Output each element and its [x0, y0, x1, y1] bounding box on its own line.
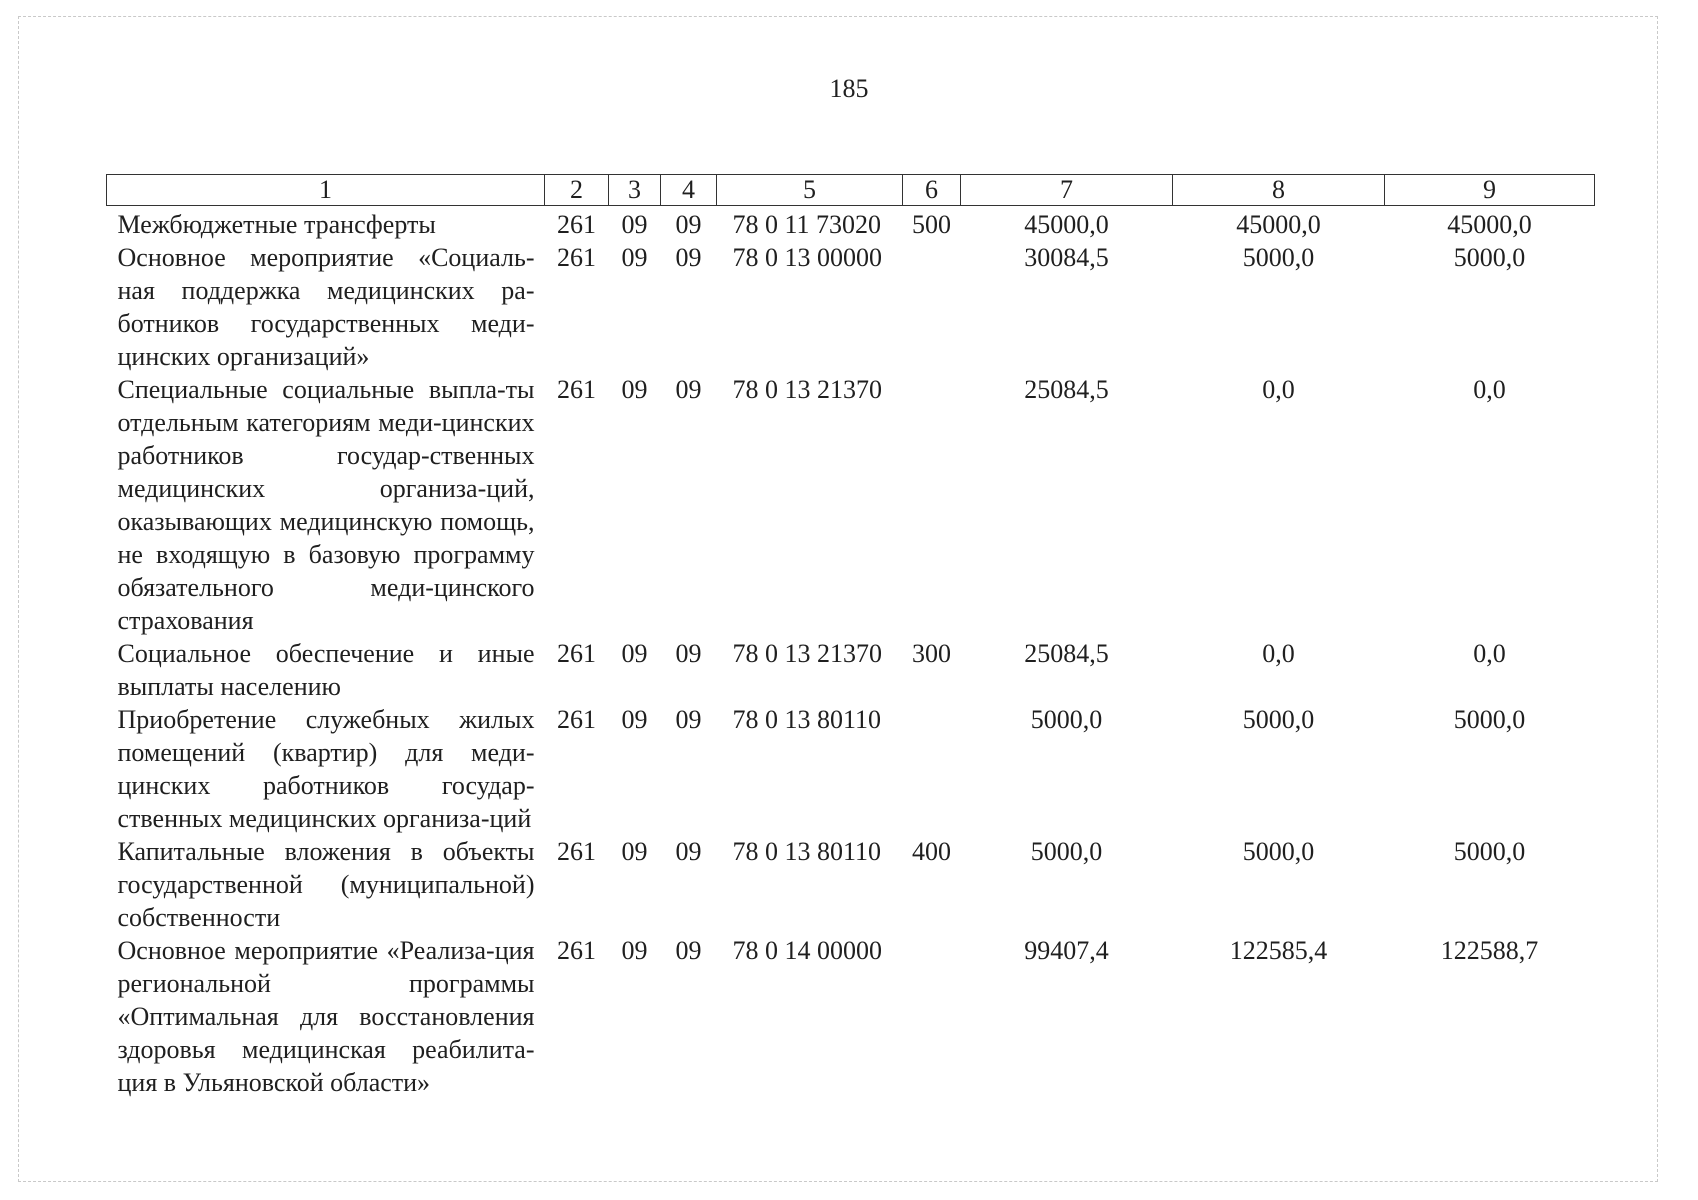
cell-c2: 261	[557, 639, 596, 668]
cell-c6	[903, 934, 961, 1099]
cell-c8: 5000,0	[1242, 243, 1315, 272]
column-header: 3	[609, 175, 661, 206]
cell-c9: 0,0	[1473, 639, 1506, 668]
column-header: 5	[717, 175, 903, 206]
cell-c2: 261	[557, 375, 596, 404]
cell-c5: 78 0 13 00000	[732, 243, 882, 272]
cell-c3: 09	[621, 210, 648, 239]
budget-table	[106, 174, 1595, 1099]
page-number: 185	[829, 74, 869, 103]
cell-c6: 400	[912, 837, 951, 866]
row-name: Социальное обеспечение и иные выплаты населению	[117, 639, 535, 701]
column-header: 6	[903, 175, 961, 206]
cell-c3: 09	[621, 705, 648, 734]
column-header: 9	[1385, 175, 1595, 206]
cell-c2: 261	[557, 705, 596, 734]
cell-c9: 0,0	[1473, 375, 1506, 404]
cell-c8: 45000,0	[1236, 210, 1321, 239]
row-name: Основное мероприятие «Социаль-ная поддержка медицинских ра-ботников государственных меди-цинских организаций»	[117, 243, 535, 371]
cell-c8: 0,0	[1262, 375, 1295, 404]
cell-c3: 09	[621, 837, 648, 866]
cell-c5: 78 0 13 80110	[732, 837, 882, 866]
cell-c7: 25084,5	[1024, 375, 1109, 404]
table-row	[107, 206, 1595, 242]
cell-c7: 5000,0	[1030, 705, 1103, 734]
cell-c5: 78 0 11 73020	[732, 210, 882, 239]
cell-c4: 09	[675, 705, 702, 734]
cell-c5: 78 0 13 80110	[732, 705, 882, 734]
row-name: Капитальные вложения в объекты государственной (муниципальной) собственности	[117, 837, 535, 932]
cell-c8: 5000,0	[1242, 837, 1315, 866]
cell-c4: 09	[675, 243, 702, 272]
table-row	[107, 835, 1595, 934]
cell-c8: 5000,0	[1242, 705, 1315, 734]
cell-c6	[903, 241, 961, 373]
cell-c3: 09	[621, 243, 648, 272]
table-row	[107, 703, 1595, 835]
cell-c6: 500	[912, 210, 951, 239]
column-header: 7	[961, 175, 1173, 206]
column-header: 1	[107, 175, 545, 206]
cell-c5: 78 0 14 00000	[732, 936, 882, 965]
cell-c7: 5000,0	[1030, 837, 1103, 866]
table-row	[107, 637, 1595, 703]
cell-c6	[903, 373, 961, 637]
cell-c4: 09	[675, 210, 702, 239]
cell-c8: 122585,4	[1229, 936, 1328, 965]
cell-c8: 0,0	[1262, 639, 1295, 668]
cell-c2: 261	[557, 837, 596, 866]
table-row	[107, 373, 1595, 637]
cell-c7: 30084,5	[1024, 243, 1109, 272]
row-name: Основное мероприятие «Реализа-ция региональной программы «Оптимальная для восстановления здоровья медицинская реабилита-ция в Ульяновской области»	[117, 936, 535, 1097]
cell-c2: 261	[557, 936, 596, 965]
cell-c5: 78 0 13 21370	[732, 375, 882, 404]
column-header: 8	[1173, 175, 1385, 206]
row-name: Приобретение служебных жилых помещений (квартир) для меди-цинских работников государ-ственных медицинских организа-ций	[117, 705, 535, 833]
cell-c9: 45000,0	[1447, 210, 1532, 239]
row-name: Специальные социальные выпла-ты отдельным категориям меди-цинских работников государ-ственных медицинских организа-ций, оказывающих медицинскую помощь, не входящую в базовую программу обязательного меди-цинского страхования	[117, 375, 535, 635]
cell-c7: 45000,0	[1024, 210, 1109, 239]
cell-c7: 25084,5	[1024, 639, 1109, 668]
cell-c6	[903, 703, 961, 835]
table-row	[107, 241, 1595, 373]
cell-c2: 261	[557, 243, 596, 272]
cell-c5: 78 0 13 21370	[732, 639, 882, 668]
column-header: 4	[661, 175, 717, 206]
header-row	[107, 175, 1595, 206]
cell-c3: 09	[621, 639, 648, 668]
cell-c7: 99407,4	[1024, 936, 1109, 965]
cell-c4: 09	[675, 837, 702, 866]
cell-c4: 09	[675, 375, 702, 404]
cell-c9: 5000,0	[1453, 837, 1526, 866]
row-name: Межбюджетные трансферты	[117, 210, 436, 239]
cell-c9: 5000,0	[1453, 705, 1526, 734]
cell-c2: 261	[557, 210, 596, 239]
cell-c3: 09	[621, 936, 648, 965]
cell-c4: 09	[675, 639, 702, 668]
column-header: 2	[545, 175, 609, 206]
table-row	[107, 934, 1595, 1099]
cell-c9: 5000,0	[1453, 243, 1526, 272]
cell-c3: 09	[621, 375, 648, 404]
cell-c6: 300	[912, 639, 951, 668]
cell-c4: 09	[675, 936, 702, 965]
cell-c9: 122588,7	[1440, 936, 1539, 965]
